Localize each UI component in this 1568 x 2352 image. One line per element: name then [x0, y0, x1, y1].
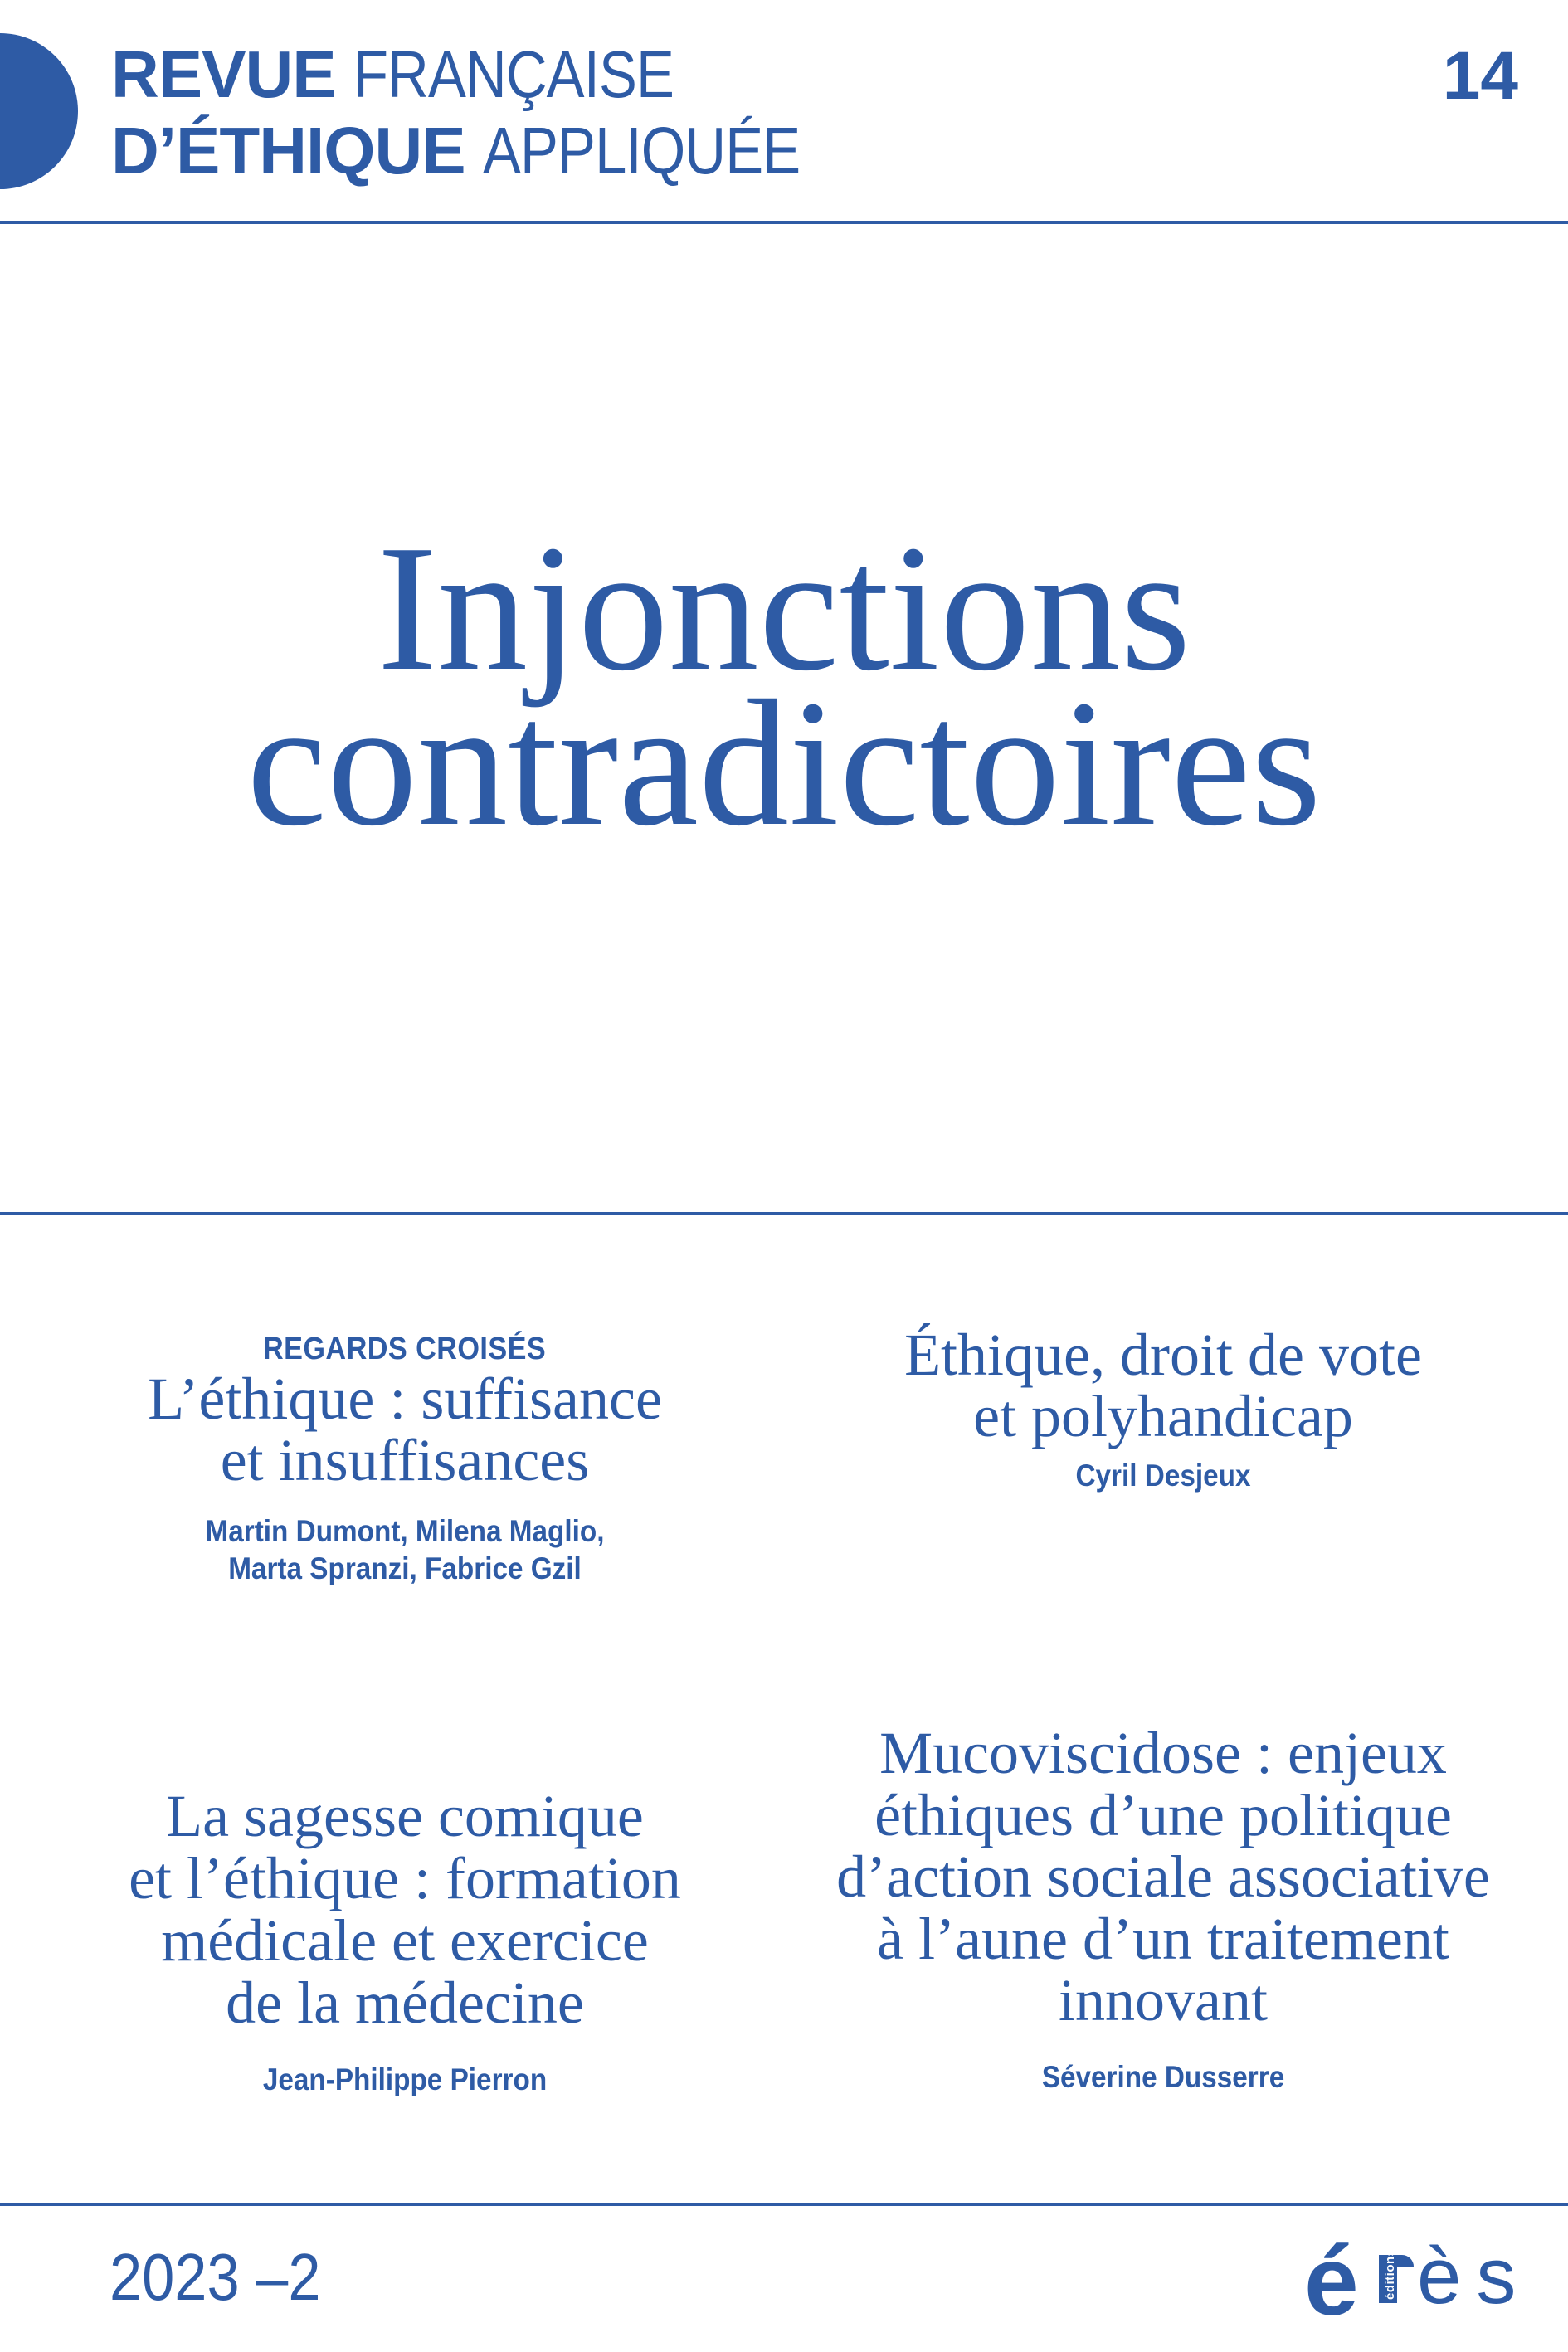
article-title	[48, 1785, 762, 2034]
article-author-text: Séverine Dusserre	[1041, 2059, 1285, 2094]
section-kicker	[48, 1330, 762, 1368]
issue-date	[110, 2240, 349, 2315]
header-divider	[0, 221, 1568, 224]
publisher-logo-editions-text: éditions	[1383, 2248, 1397, 2300]
article-title	[48, 1368, 762, 1491]
article-title-line: Mucoviscidose : enjeux	[879, 1720, 1447, 1786]
article-sagesse-comique	[48, 1785, 762, 2098]
article-title-line: et insuffisances	[220, 1427, 590, 1493]
article-author-text: Cyril Desjeux	[1075, 1458, 1251, 1493]
journal-title-revue: REVUE	[111, 37, 336, 111]
article-authors	[48, 1512, 762, 1587]
footer-divider	[0, 2203, 1568, 2206]
issue-theme-title-line-1: Injonctions	[377, 509, 1191, 709]
issue-date-text: 2023 –2	[110, 2240, 321, 2314]
section-kicker-text: REGARDS CROISÉS	[263, 1332, 547, 1366]
article-title-line: innovant	[1059, 1967, 1268, 2033]
publisher-logo-first-letter: é	[1304, 2227, 1359, 2336]
article-author-line	[48, 1512, 762, 1550]
issue-theme-title	[0, 509, 1568, 864]
article-authors	[806, 2058, 1520, 2096]
article-mucoviscidose	[806, 1722, 1520, 2096]
article-title-line: d’action sociale associative	[836, 1843, 1490, 1910]
journal-title-francaise: FRANÇAISE	[353, 37, 674, 111]
journal-title-appliquee: APPLIQUÉE	[482, 114, 801, 187]
article-author-line	[48, 1550, 762, 1587]
article-regards-croises	[48, 1330, 762, 1587]
article-author-text: Jean-Philippe Pierron	[262, 2062, 548, 2096]
article-author-line	[48, 2061, 762, 2098]
article-author-text: Marta Spranzi, Fabrice Gzil	[228, 1551, 582, 1585]
article-title-line: éthiques d’une politique	[874, 1781, 1452, 1848]
journal-logo-half-circle	[0, 33, 78, 189]
article-title-line: Éthique, droit de vote	[904, 1322, 1422, 1388]
issue-number: 14	[1442, 38, 1518, 114]
article-author-line	[806, 1457, 1520, 1494]
article-title	[806, 1324, 1520, 1447]
middle-divider	[0, 1212, 1568, 1215]
article-title-line: à l’aune d’un traitement	[877, 1905, 1449, 1972]
article-title	[806, 1722, 1520, 2032]
article-title-line: médicale et exercice	[161, 1907, 649, 1974]
article-title-line: et polyhandicap	[973, 1383, 1353, 1449]
journal-title-line-2	[111, 113, 851, 189]
journal-title-line-1	[111, 37, 851, 113]
article-title-line: et l’éthique : formation	[129, 1845, 681, 1911]
journal-title-ethique: D’ÉTHIQUE	[111, 114, 465, 187]
article-authors	[48, 2061, 762, 2098]
article-authors	[806, 1457, 1520, 1494]
article-author-line	[806, 2058, 1520, 2096]
article-title-line: La sagesse comique	[166, 1783, 644, 1849]
publisher-logo-eres	[1301, 2227, 1531, 2336]
article-title-line: L’éthique : suffisance	[148, 1366, 662, 1432]
journal-title	[111, 37, 851, 189]
publisher-logo-rest: ès	[1417, 2232, 1531, 2320]
article-author-text: Martin Dumont, Milena Maglio,	[205, 1514, 605, 1548]
issue-theme-title-line-2: contradictoires	[246, 664, 1322, 864]
article-droit-de-vote	[806, 1324, 1520, 1494]
article-title-line: de la médecine	[226, 1970, 584, 2036]
